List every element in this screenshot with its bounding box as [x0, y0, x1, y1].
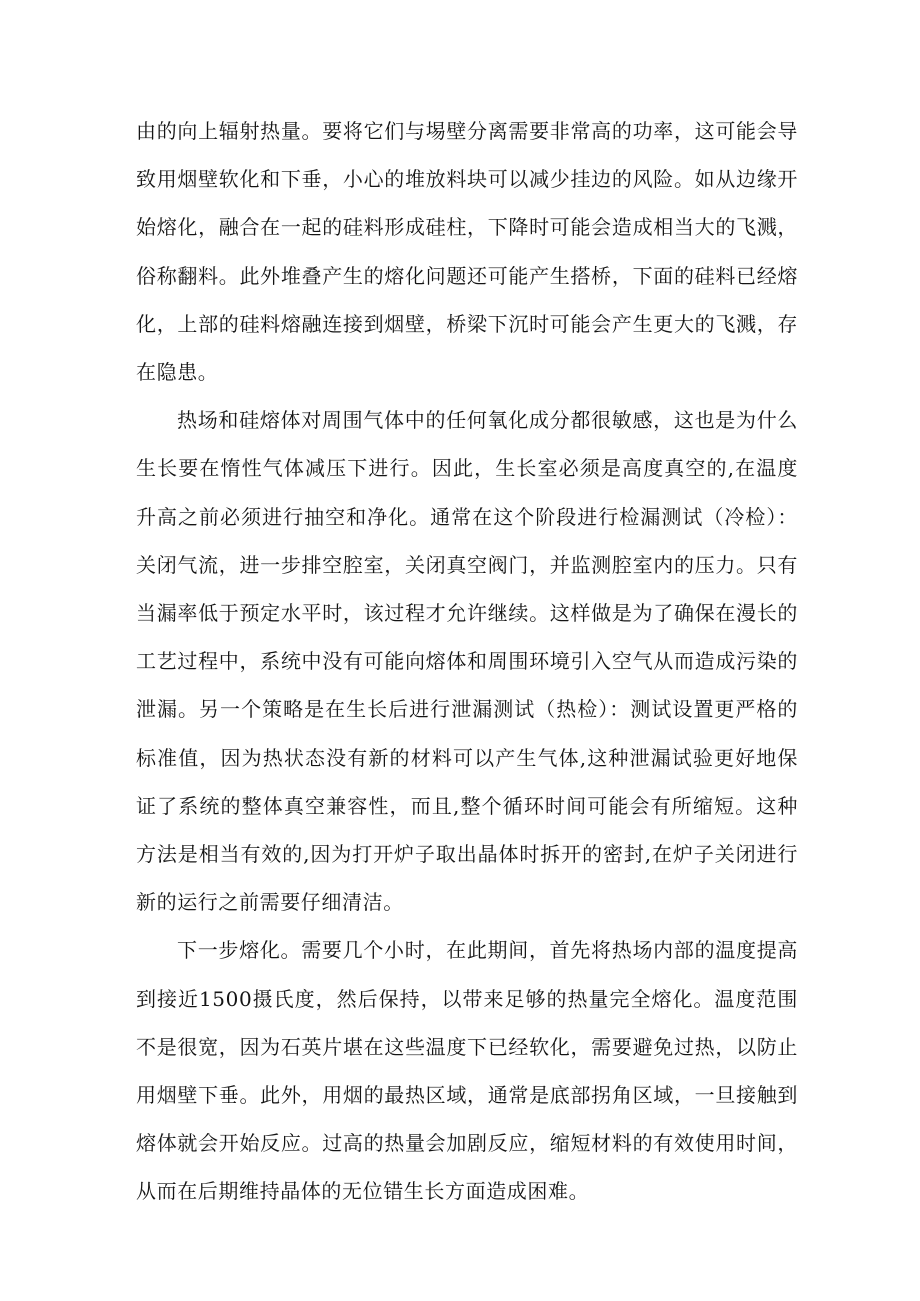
paragraph-2: 热场和硅熔体对周围气体中的任何氧化成分都很敏感，这也是为什么生长要在惰性气体减压下进行。因此，生长室必须是高度真空的,在温度升高之前必须进行抽空和净化。通常在这个阶段进行检漏测试（冷检）：关闭气流，进一步排空腔室，关闭真空阀门，并监测腔室内的压力。只有当漏率低于预定水平时，该过程才允许继续。这样做是为了确保在漫长的工艺过程中，系统中没有可能向熔体和周围环境引入空气从而造成污染的泄漏。另一个策略是在生长后进行泄漏测试（热检）：测试设置更严格的标准值，因为热状态没有新的材料可以产生气体,这种泄漏试验更好地保证了系统的整体真空兼容性，而且,整个循环时间可能会有所缩短。这种方法是相当有效的,因为打开炉子取出晶体时拆开的密封,在炉子关闭进行新的运行之前需要仔细清洁。 [136, 408, 798, 915]
document-body [136, 107, 798, 1216]
paragraph-1: 由的向上辐射热量。要将它们与埸壁分离需要非常高的功率，这可能会导致用烟壁软化和下垂，小心的堆放料块可以减少挂边的风险。如从边缘开始熔化，融合在一起的硅料形成硅柱，下降时可能会造成相当大的飞溅，俗称翻料。此外堆叠产生的熔化问题还可能产生搭桥，下面的硅料已经熔化，上部的硅料熔融连接到烟壁，桥梁下沉时可能会产生更大的飞溅，存在隐患。 [136, 119, 798, 385]
paragraph-3: 下一步熔化。需要几个小时，在此期间，首先将热场内部的温度提高到接近1500摄氏度，然后保持，以带来足够的热量完全熔化。温度范围不是很宽，因为石英片堪在这些温度下已经软化，需要避免过热，以防止用烟壁下垂。此外，用烟的最热区域，通常是底部拐角区域，一旦接触到熔体就会开始反应。过高的热量会加剧反应，缩短材料的有效使用时间，从而在后期维持晶体的无位错生长方面造成困难。 [136, 938, 798, 1204]
